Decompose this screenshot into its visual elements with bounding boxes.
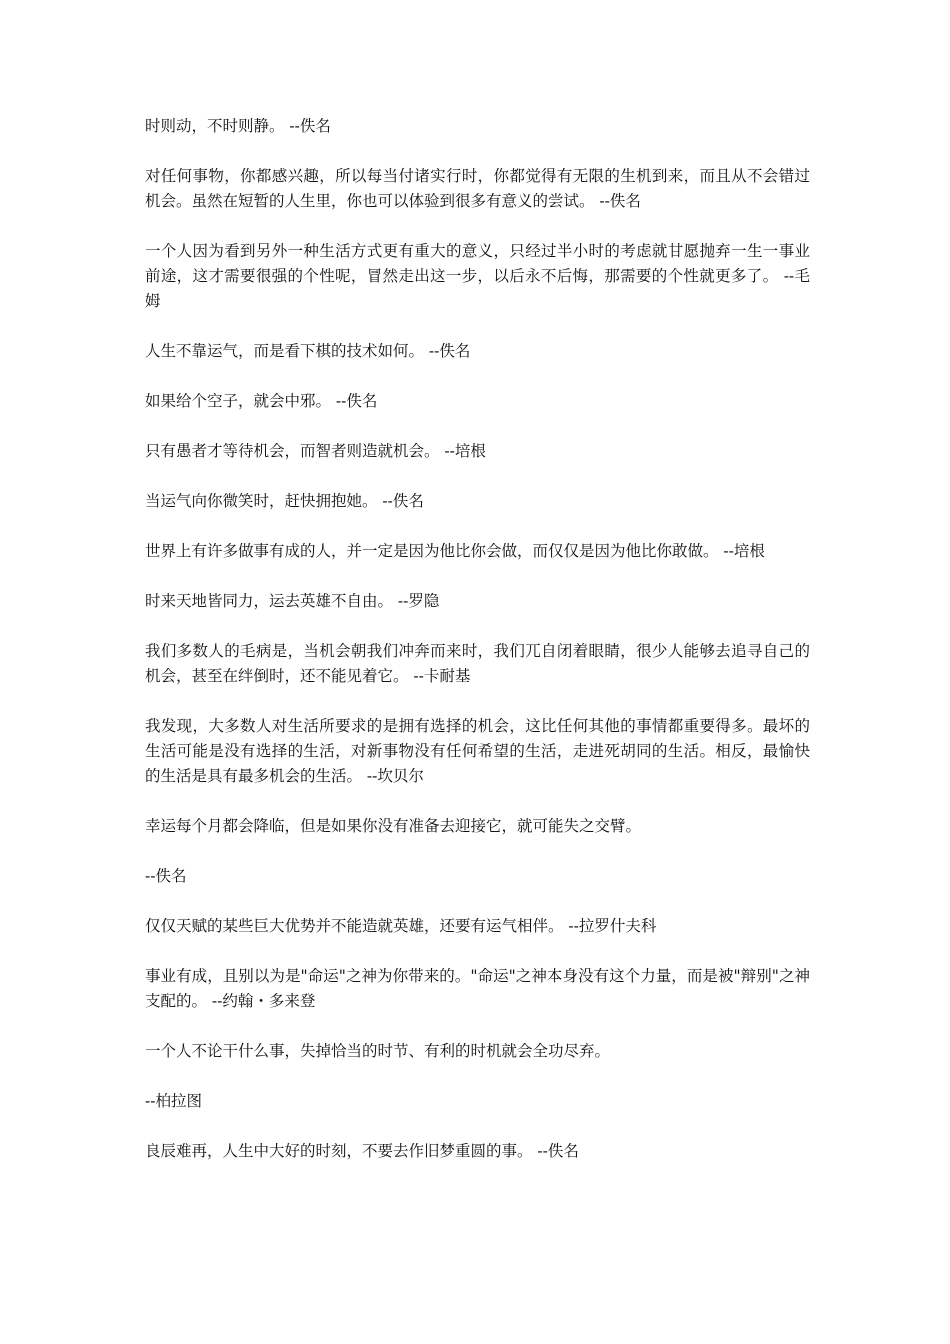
quote-attribution: --柏拉图 — [145, 1092, 202, 1110]
quote-paragraph: 一个人因为看到另外一种生活方式更有重大的意义，只经过半小时的考虑就甘愿抛弃一生一事业前途，这才需要很强的个性呢，冒然走出这一步，以后永不后悔，那需要的个性就更多了。 --毛姆 — [145, 242, 810, 310]
quote-paragraph: 我们多数人的毛病是，当机会朝我们冲奔而来时，我们兀自闭着眼睛，很少人能够去追寻自己的机会，甚至在绊倒时，还不能见着它。 --卡耐基 — [145, 642, 810, 685]
quote-paragraph: 时则动，不时则静。 --佚名 — [145, 117, 331, 135]
document-body — [145, 114, 810, 1189]
quote-paragraph: 世界上有许多做事有成的人，并一定是因为他比你会做，而仅仅是因为他比你敢做。 --培根 — [145, 542, 765, 560]
quote-paragraph: 一个人不论干什么事，失掉恰当的时节、有利的时机就会全功尽弃。 — [145, 1042, 611, 1060]
quote-paragraph: 我发现，大多数人对生活所要求的是拥有选择的机会，这比任何其他的事情都重要得多。最坏的生活可能是没有选择的生活，对新事物没有任何希望的生活，走进死胡同的生活。相反，最愉快的生活是具有最多机会的生活。 --坎贝尔 — [145, 717, 810, 785]
quote-paragraph: 幸运每个月都会降临，但是如果你没有准备去迎接它，就可能失之交臂。 — [145, 817, 642, 835]
quote-paragraph: 时来天地皆同力，运去英雄不自由。 --罗隐 — [145, 592, 440, 610]
quote-paragraph: 人生不靠运气，而是看下棋的技术如何。 --佚名 — [145, 342, 471, 360]
quote-paragraph: 当运气向你微笑时，赶快拥抱她。 --佚名 — [145, 492, 424, 510]
quote-attribution: --佚名 — [145, 867, 187, 885]
quote-paragraph: 事业有成，且别以为是"命运"之神为你带来的。"命运"之神本身没有这个力量，而是被"辩别"之神支配的。 --约翰・多来登 — [145, 967, 810, 1010]
quote-paragraph: 如果给个空子，就会中邪。 --佚名 — [145, 392, 378, 410]
quote-paragraph: 仅仅天赋的某些巨大优势并不能造就英雄，还要有运气相伴。 --拉罗什夫科 — [145, 917, 657, 935]
quote-paragraph: 良辰难再，人生中大好的时刻，不要去作旧梦重圆的事。 --佚名 — [145, 1142, 579, 1160]
quote-paragraph: 只有愚者才等待机会，而智者则造就机会。 --培根 — [145, 442, 486, 460]
quote-paragraph: 对任何事物，你都感兴趣，所以每当付诸实行时，你都觉得有无限的生机到来，而且从不会错过机会。虽然在短暂的人生里，你也可以体验到很多有意义的尝试。 --佚名 — [145, 167, 810, 210]
